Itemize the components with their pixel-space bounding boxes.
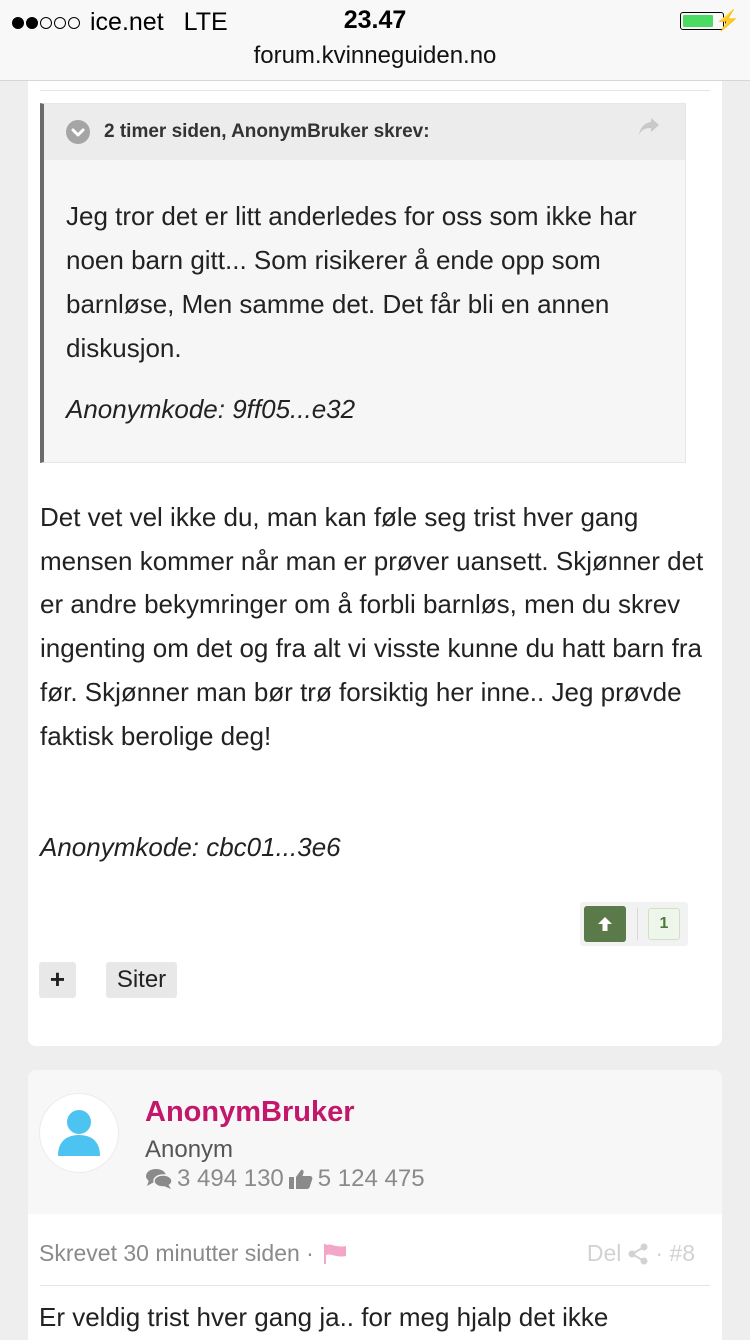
post-timestamp[interactable]: Skrevet 30 minutter siden · (39, 1240, 314, 1266)
reputation-count: 1 (648, 908, 680, 940)
carrier-name: ice.net (90, 8, 164, 36)
divider (40, 1285, 710, 1286)
status-bar (0, 0, 750, 81)
thumbs-up-icon (288, 1168, 314, 1190)
quote-text: Jeg tror det er litt anderledes for oss som ikke har noen barn gitt... Som risikerer å ende opp som barnløse, Men samme det. Det får bli en annen diskusjon. (66, 201, 637, 363)
multiquote-button[interactable]: + (39, 962, 76, 998)
post-card (28, 60, 722, 1046)
post-anonymous-code: Anonymkode: cbc01...3e6 (40, 832, 341, 862)
collapse-quote-icon[interactable] (66, 120, 90, 144)
divider (40, 90, 710, 91)
report-flag-icon[interactable] (322, 1243, 348, 1265)
comments-icon (145, 1168, 173, 1190)
quote-anonymous-code: Anonymkode: 9ff05...e32 (66, 394, 356, 424)
go-to-quoted-post-icon[interactable] (637, 116, 661, 145)
share-label[interactable]: Del (586, 1240, 622, 1266)
quote-block (40, 103, 686, 463)
address-bar-url[interactable]: forum.kvinneguiden.no (253, 42, 497, 69)
quote-button[interactable]: Siter (106, 962, 177, 998)
author-stats (145, 1165, 425, 1193)
avatar[interactable] (40, 1094, 118, 1172)
author-header (28, 1070, 722, 1214)
posts-count: 3 494 130 (177, 1165, 284, 1192)
likes-count: 5 124 475 (317, 1165, 425, 1192)
divider (637, 908, 638, 940)
network-type: LTE (183, 8, 228, 36)
post-share-and-number (587, 1240, 695, 1267)
quote-header (44, 104, 685, 160)
author-group: Anonym (145, 1136, 234, 1163)
quote-citation: 2 timer siden, AnonymBruker skrev: (104, 121, 430, 142)
charging-icon: ⚡ (715, 10, 740, 32)
clock: 23.47 (343, 6, 407, 34)
upvote-button[interactable] (584, 906, 626, 942)
post-text: Er veldig trist hver gang ja.. for meg hjalp det ikke (39, 1302, 609, 1332)
post-card (28, 1070, 722, 1340)
post-text: Det vet vel ikke du, man kan føle seg trist hver gang mensen kommer når man er prøver uansett. Skjønner det er andre bekymringer om å forbli barnløs, men du skrev ingenting om det og fra alt vi visste kunne du hatt barn fra før. Skjønner man bør trø forsiktig her inne.. Jeg prøvde faktisk berolige deg! (40, 502, 704, 751)
share-icon[interactable] (627, 1243, 649, 1265)
post-meta (39, 1240, 348, 1267)
author-name[interactable]: AnonymBruker (145, 1096, 355, 1128)
post-number[interactable]: · #8 (655, 1240, 695, 1266)
reputation-widget (580, 902, 688, 946)
